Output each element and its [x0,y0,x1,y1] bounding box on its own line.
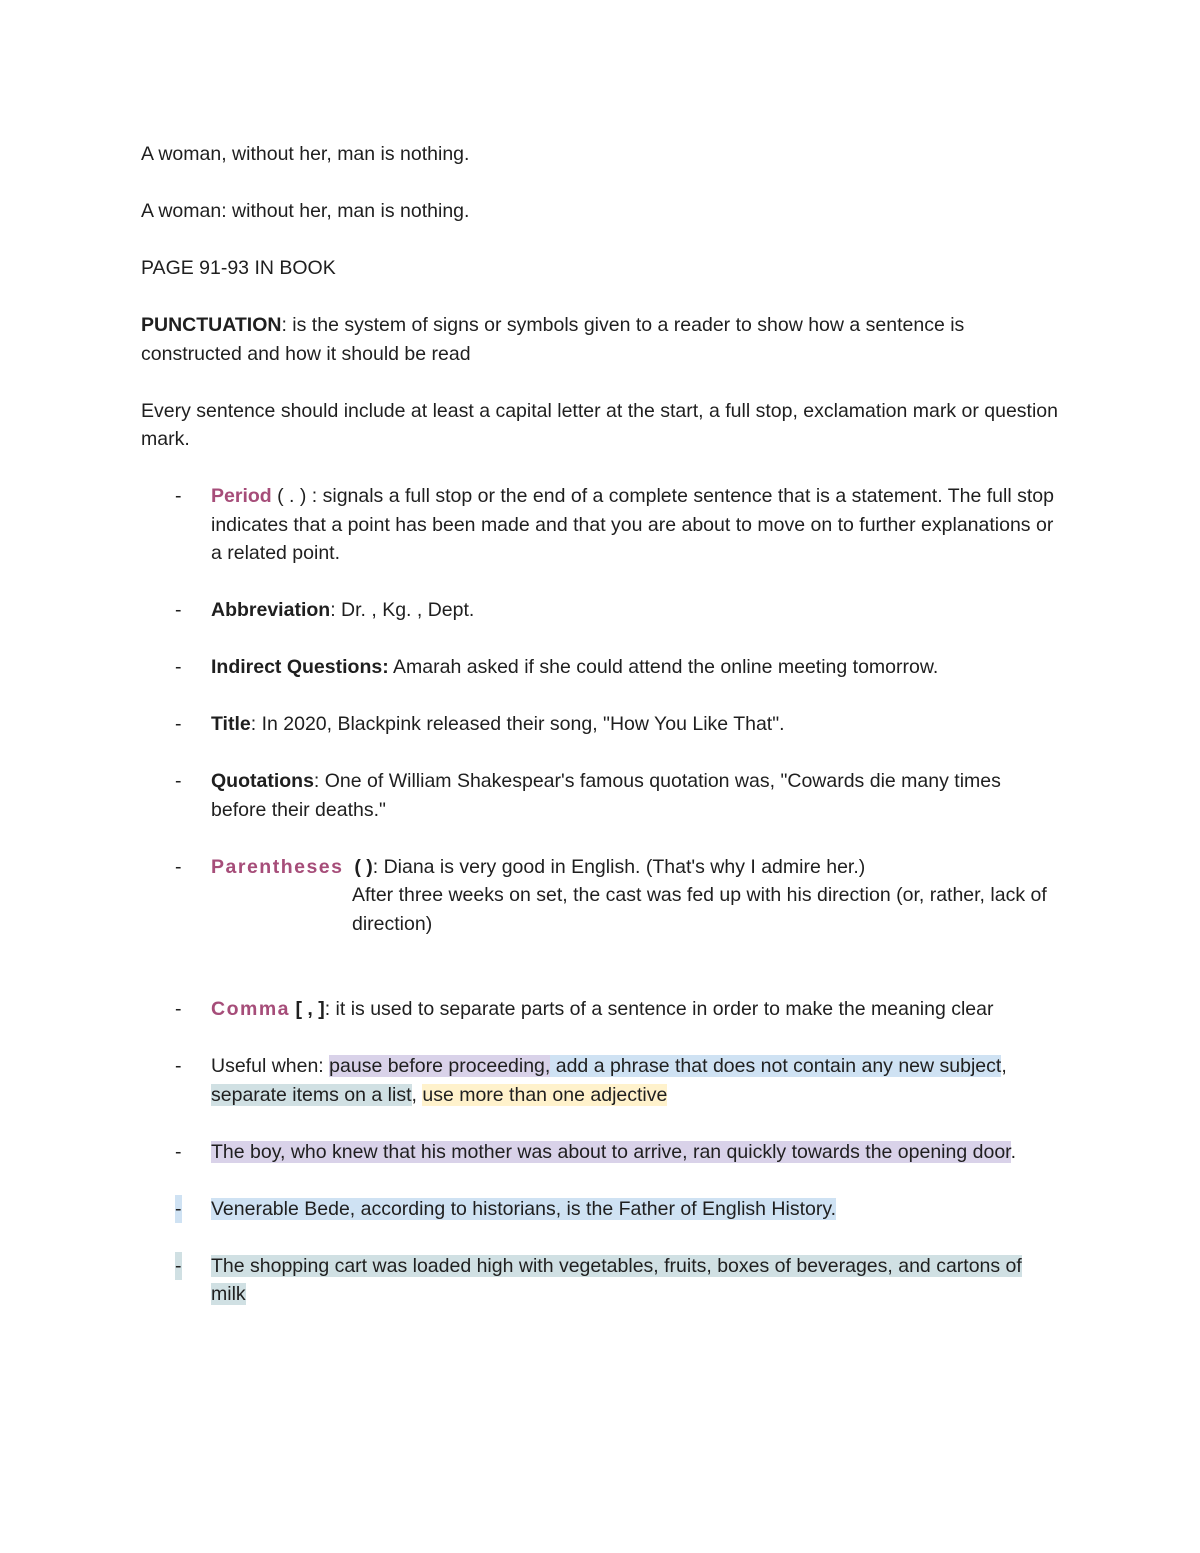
list-item-example-boy [141,1138,1061,1167]
comma-term: Comma [211,998,291,1020]
list-item-parentheses [141,853,1061,967]
list-item-period [141,482,1061,568]
abbreviation-term: Abbreviation [211,599,331,621]
dash-marker: - [175,1140,182,1163]
definition-term: PUNCTUATION [141,314,282,336]
dash-marker: - [175,599,182,621]
useful-label: Useful when: [211,1055,330,1077]
quotations-term: Quotations [211,770,314,792]
example-cart-text: The shopping cart was loaded high with vegetables, fruits, boxes of beverages, and cartons of milk [211,1254,1022,1305]
list-item-abbreviation [141,596,1061,625]
dash-marker: - [175,1055,182,1077]
parentheses-symbol: ( ) [354,855,373,878]
sentence-rule: Every sentence should include at least a capital letter at the start, a full stop, exclamation mark or question mark. [141,399,1058,450]
highlight-adjective: use more than one adjective [422,1083,668,1106]
period-text: : signals a full stop or the end of a complete sentence that is a statement. The full stop indicates that a point has been made and that you are about to move on to further explanations or a related point. [211,485,1054,564]
comma-symbol: [ , ] [290,998,325,1020]
abbreviation-text: : Dr. , Kg. , Dept. [330,599,475,621]
page-reference: PAGE 91-93 IN BOOK [141,257,336,279]
list-item-indirect-questions [141,653,1061,682]
highlight-phrase: add a phrase that does not contain any new subject [550,1055,1002,1077]
separator: , [411,1083,423,1106]
example-boy-period: . [1010,1140,1016,1163]
parentheses-text: : Diana is very good in English. (That's why I admire her.) [372,855,866,878]
indirect-questions-text: Amarah asked if she could attend the online meeting tomorrow. [388,656,939,678]
blank-line [211,938,1061,967]
example-bede-text: Venerable Bede, according to historians, is the Father of English History. [211,1197,837,1220]
comma-text: : it is used to separate parts of a sentence in order to make the meaning clear [324,998,994,1020]
highlight-pause: pause before proceeding, [329,1055,551,1077]
punctuation-list [141,482,1061,1309]
separator: , [1001,1055,1007,1077]
sentence-colon: A woman: without her, man is nothing. [141,200,470,222]
list-item-title [141,710,1061,739]
highlight-list-items: separate items on a list [211,1083,412,1106]
dash-marker: - [175,485,182,507]
title-text: : In 2020, Blackpink released their song, "How You Like That". [250,713,785,735]
period-term: Period [211,485,272,507]
parentheses-term: Parentheses [211,855,344,878]
indirect-questions-term: Indirect Questions: [211,656,389,678]
definition-text: : is the system of signs or symbols given to a reader to show how a sentence is constructed and how it should be read [141,314,965,365]
dash-marker: - [175,855,182,878]
title-term: Title [211,713,251,735]
list-item-example-cart [141,1252,1061,1309]
list-item-example-bede [141,1195,1061,1224]
dash-marker: - [175,770,182,792]
punctuation-definition [141,311,1061,368]
list-item-useful-when [141,1052,1061,1109]
sentence-comma: A woman, without her, man is nothing. [141,143,470,165]
dash-marker: - [175,998,182,1020]
period-symbol: ( . ) [271,485,307,507]
dash-marker: - [175,713,182,735]
example-boy-text: The boy, who knew that his mother was about to arrive, ran quickly towards the opening door [211,1140,1011,1163]
dash-marker: - [175,656,182,678]
quotations-text: : One of William Shakespear's famous quotation was, "Cowards die many times before their deaths." [211,770,1001,821]
dash-marker: - [175,1252,182,1281]
list-item-quotations [141,767,1061,824]
document-body [141,140,1061,1337]
dash-marker: - [175,1195,182,1224]
parentheses-example: After three weeks on set, the cast was fed up with his direction (or, rather, lack of direction) [352,884,1047,935]
list-item-comma [141,995,1061,1024]
